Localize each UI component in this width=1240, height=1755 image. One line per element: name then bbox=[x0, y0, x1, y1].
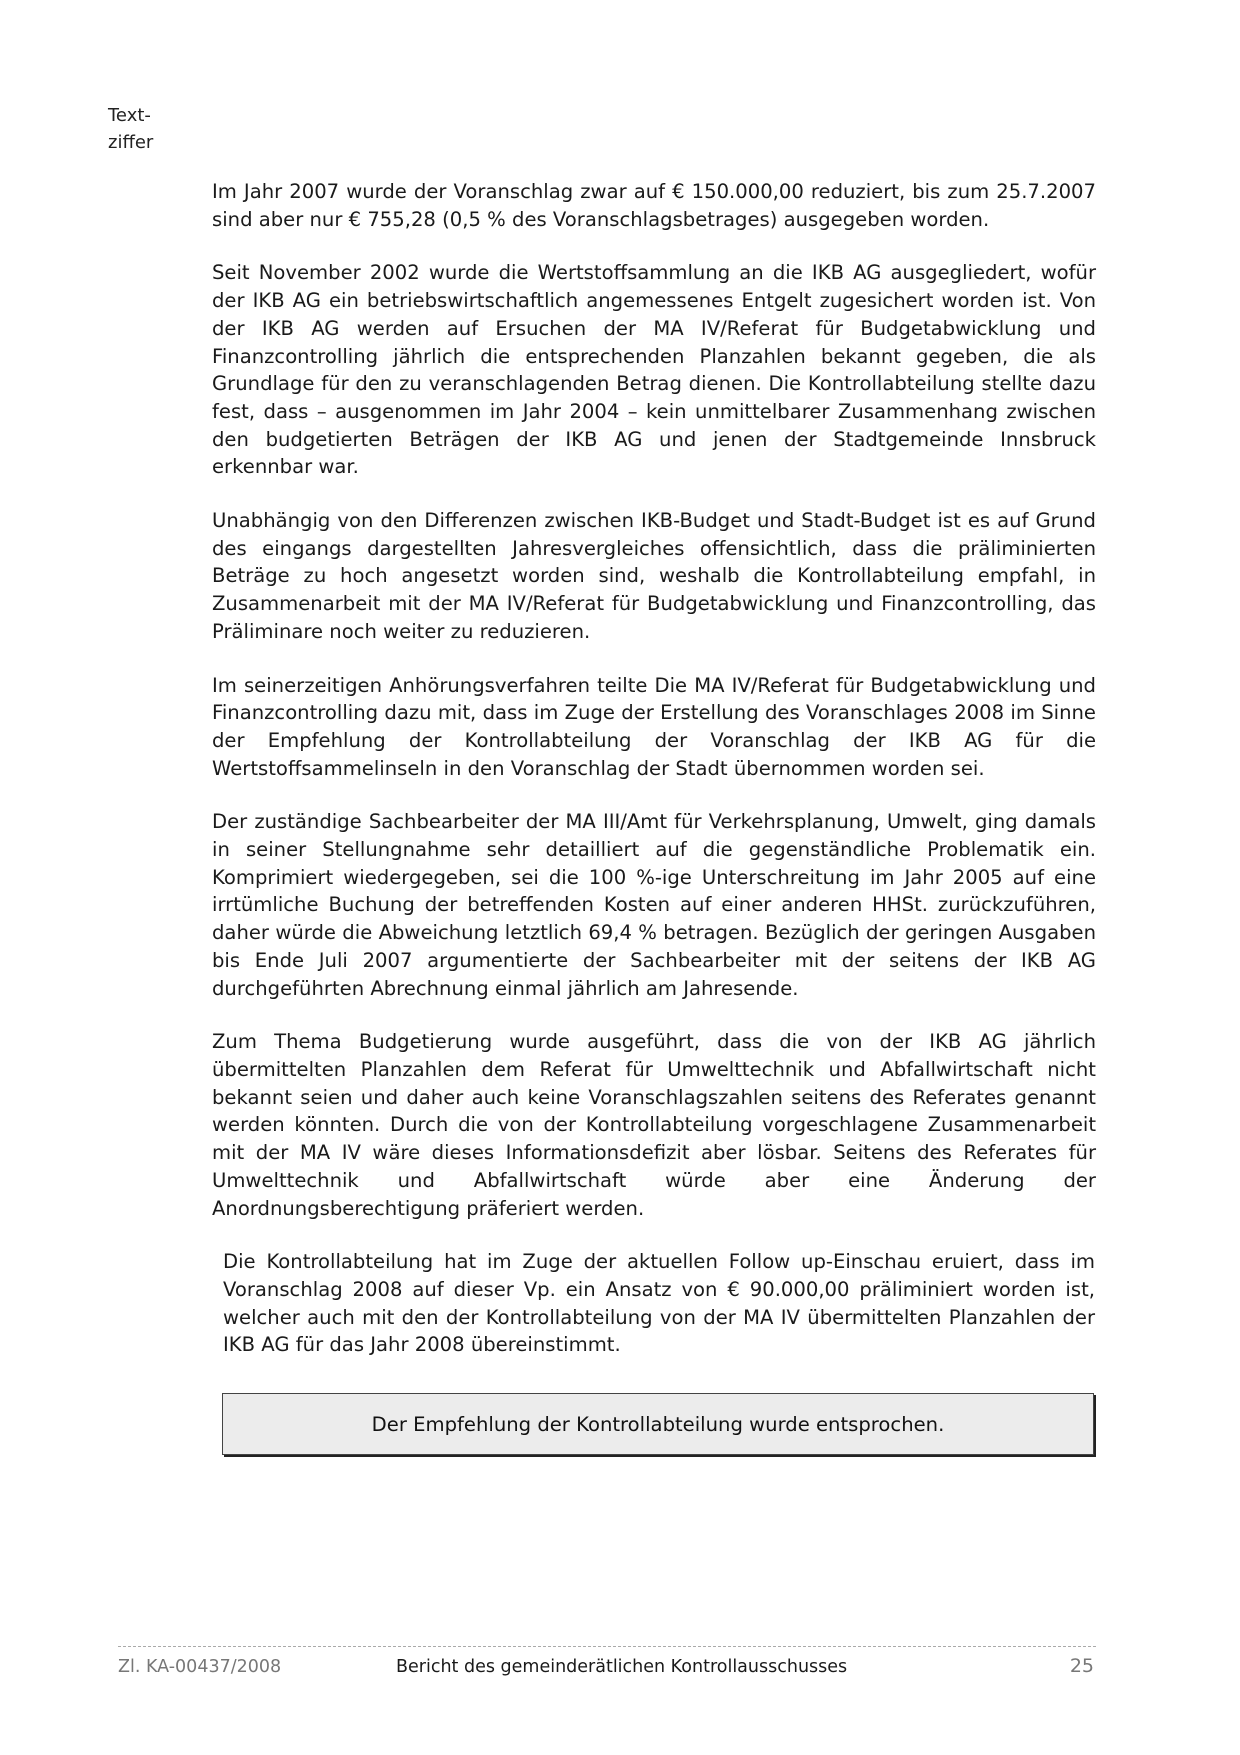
paragraph-follow-up: Die Kontrollabteilung hat im Zuge der aktuellen Follow up-Einschau eruiert, dass im Voranschlag 2008 auf dieser Vp. ein Ansatz von € 90.000,00 präliminiert worden ist, welcher auch mit den der Kontrollabteilung von der MA IV übermittelten Planzahlen der IKB AG für das Jahr 2008 übereinstimmt. bbox=[223, 1250, 1095, 1357]
footer-title: Bericht des gemeinderätlichen Kontrollausschusses bbox=[396, 1657, 848, 1677]
footer-reference: Zl. KA-00437/2008 bbox=[118, 1657, 282, 1677]
margin-label-line-1: Text- bbox=[108, 105, 151, 126]
page-number: 25 bbox=[1069, 1655, 1094, 1677]
paragraph-voranschlag-2007: Im Jahr 2007 wurde der Voranschlag zwar auf € 150.000,00 reduziert, bis zum 25.7.2007 sind aber nur € 755,28 (0,5 % des Voranschlagsbetrages) ausgegeben worden. bbox=[212, 180, 1096, 231]
main-content bbox=[212, 178, 1096, 1455]
margin-label-textziffer bbox=[108, 102, 153, 156]
result-box bbox=[222, 1393, 1094, 1455]
margin-label-line-2: ziffer bbox=[108, 132, 154, 153]
paragraph-anhoerungsverfahren: Im seinerzeitigen Anhörungsverfahren teilte Die MA IV/Referat für Budgetabwicklung und Finanzcontrolling dazu mit, dass im Zuge der Erstellung des Voranschlages 2008 im Sinne der Empfehlung der Kontrollabteilung der Voranschlag der IKB AG für die Wertstoffsammelinseln in den Voranschlag der Stadt übernommen worden sei. bbox=[212, 673, 1096, 780]
page-footer bbox=[118, 1646, 1096, 1677]
paragraph-wertstoffsammlung: Seit November 2002 wurde die Wertstoffsammlung an die IKB AG ausgegliedert, wofür der IKB AG ein betriebswirtschaftlich angemessenes Entgelt zugesichert worden ist. Von der IKB AG werden auf Ersuchen der MA IV/Referat für Budgetabwicklung und Finanzcontrolling jährlich die entsprechenden Planzahlen bekannt gegeben, die als Grundlage für den zu veranschlagenden Betrag dienen. Die Kontrollabteilung stellte dazu fest, dass – ausgenommen im Jahr 2004 – kein unmittelbarer Zusammenhang zwischen den budgetierten Beträgen der IKB AG und jenen der Stadtgemeinde Innsbruck erkennbar war. bbox=[212, 261, 1096, 479]
paragraph-budgetierung: Zum Thema Budgetierung wurde ausgeführt, dass die von der IKB AG jährlich übermittelten Planzahlen dem Referat für Umwelttechnik und Abfallwirtschaft nicht bekannt seien und daher auch keine Voranschlagszahlen seitens des Referates genannt werden könnten. Durch die von der Kontrollabteilung vorgeschlagene Zusammenarbeit mit der MA IV wäre dieses Informationsdefizit aber lösbar. Seitens des Referates für Umwelttechnik und Abfallwirtschaft würde aber eine Änderung der Anordnungsberechtigung präferiert werden. bbox=[212, 1030, 1096, 1220]
paragraph-sachbearbeiter: Der zuständige Sachbearbeiter der MA III/Amt für Verkehrsplanung, Umwelt, ging damals in seiner Stellungnahme sehr detailliert auf die gegenständliche Problematik ein. Komprimiert wiedergegeben, sei die 100 %-ige Unterschreitung im Jahr 2005 auf eine irrtümliche Buchung der betreffenden Kosten auf einer anderen HHSt. zurückzuführen, daher würde die Abweichung letztlich 69,4 % betragen. Bezüglich der geringen Ausgaben bis Ende Juli 2007 argumentierte der Sachbearbeiter mit der seitens der IKB AG durchgeführten Abrechnung einmal jährlich am Jahresende. bbox=[212, 810, 1096, 1000]
result-box-text: Der Empfehlung der Kontrollabteilung wurde entsprochen. bbox=[371, 1412, 945, 1436]
paragraph-empfehlung: Unabhängig von den Differenzen zwischen IKB-Budget und Stadt-Budget ist es auf Grund des eingangs dargestellten Jahresvergleiches offensichtlich, dass die präliminierten Beträge zu hoch angesetzt worden sind, weshalb die Kontrollabteilung empfahl, in Zusammenarbeit mit der MA IV/Referat für Budgetabwicklung und Finanzcontrolling, das Präliminare noch weiter zu reduzieren. bbox=[212, 509, 1096, 643]
